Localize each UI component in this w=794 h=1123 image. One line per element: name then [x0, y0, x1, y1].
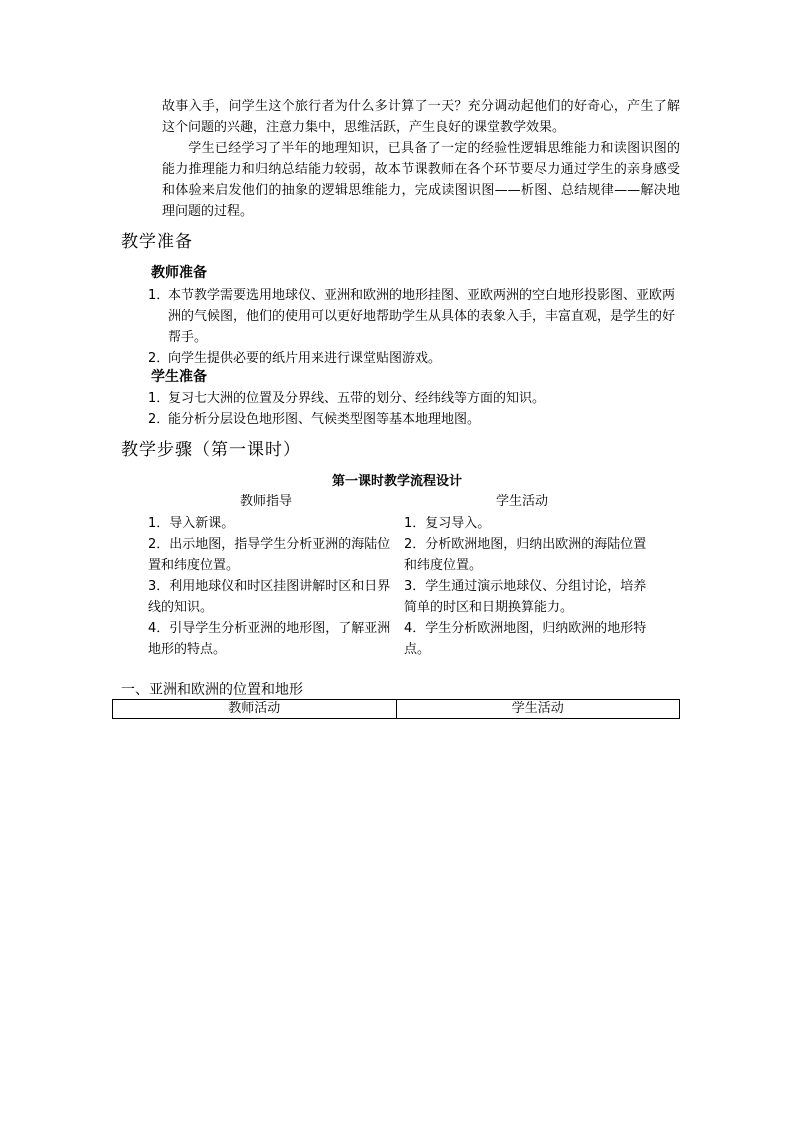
- teacher-prep-item: [148, 285, 678, 348]
- student-step: 2．分析欧洲地图，归纳出欧洲的海陆位置和纬度位置。: [404, 537, 647, 573]
- teacher-step: 1．导入新课。: [148, 516, 235, 531]
- student-step: 3．学生通过演示地球仪、分组讨论，培养简单的时区和日期换算能力。: [404, 579, 647, 615]
- list-number: 1．: [148, 288, 170, 303]
- list-text: 复习七大洲的位置及分界线、五带的划分、经纬线等方面的知识。: [168, 391, 546, 406]
- student-step: 4．学生分析欧洲地图，归纳欧洲的地形特点。: [404, 621, 647, 657]
- list-number: 2．: [148, 351, 170, 366]
- table-header-teacher: 教师活动: [228, 701, 281, 716]
- teacher-step: 3．利用地球仪和时区挂图讲解时区和日界线的知识。: [148, 579, 391, 615]
- section-heading-prep: 教学准备: [121, 232, 193, 252]
- student-step: 1．复习导入。: [404, 516, 491, 531]
- table-header-student: 学生活动: [396, 700, 680, 718]
- flow-title: 第一课时教学流程设计: [331, 474, 462, 489]
- intro-paragraph-2: [162, 138, 680, 222]
- student-prep-item: [148, 388, 678, 409]
- student-column-header: 学生活动: [496, 494, 549, 509]
- teacher-column-header: 教师指导: [240, 494, 293, 509]
- intro-paragraph-2-text: 学生已经学习了半年的地理知识，已具备了一定的经验性逻辑思维能力和读图识图的能力推理能力和归纳总结能力较弱，故本节课教师在各个环节要尽力通过学生的亲身感受和体验来启发他们的抽象的逻辑思维能力，完成读图识图——析图、总结规律——解决地理问题的过程。: [162, 141, 680, 219]
- student-prep-item: [148, 409, 678, 430]
- list-text: 向学生提供必要的纸片用来进行课堂贴图游戏。: [168, 351, 442, 366]
- teacher-prep-heading: 教师准备: [151, 265, 207, 281]
- teacher-step: 4．引导学生分析亚洲的地形图，了解亚洲地形的特点。: [148, 621, 391, 657]
- intro-paragraph-1: 故事入手，问学生这个旅行者为什么多计算了一天？充分调动起他们的好奇心，产生了解这个问题的兴趣，注意力集中，思维活跃，产生良好的课堂教学效果。: [162, 99, 680, 135]
- list-text: 能分析分层设色地形图、气候类型图等基本地理地图。: [168, 412, 481, 427]
- section-heading-steps: 教学步骤（第一课时）: [121, 440, 301, 460]
- list-number: 2．: [148, 412, 170, 427]
- list-text: 本节教学需要选用地球仪、亚洲和欧洲的地形挂图、亚欧两洲的空白地形投影图、亚欧两洲的气候图，他们的使用可以更好地帮助学生从具体的表象入手，丰富直观，是学生的好帮手。: [168, 288, 676, 345]
- list-number: 1．: [148, 391, 170, 406]
- section-1-title: 一、亚洲和欧洲的位置和地形: [121, 682, 303, 698]
- activity-table: [112, 699, 680, 719]
- student-prep-heading: 学生准备: [151, 369, 207, 385]
- teacher-step: 2．出示地图，指导学生分析亚洲的海陆位置和纬度位置。: [148, 537, 391, 573]
- teacher-prep-item: [148, 348, 678, 369]
